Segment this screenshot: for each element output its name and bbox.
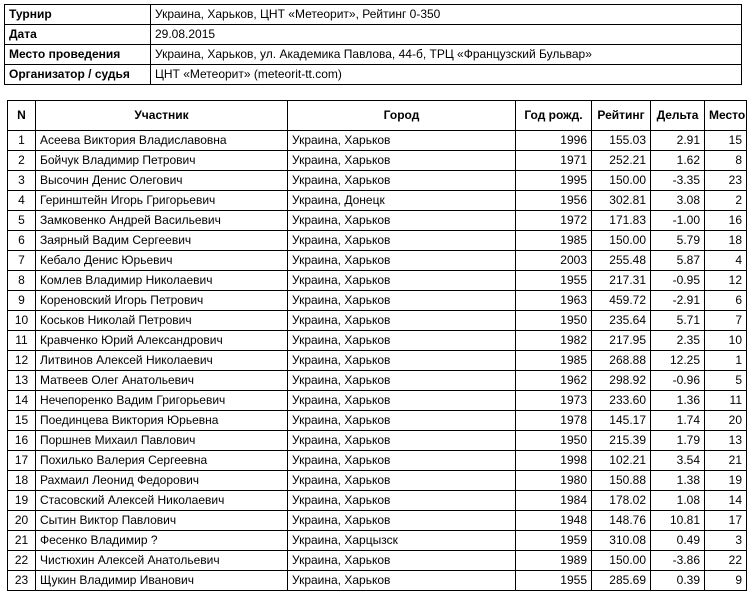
cell-delta: -0.96	[651, 371, 705, 391]
cell-delta: 2.35	[651, 331, 705, 351]
cell-birth-year: 1985	[516, 351, 592, 371]
info-row	[5, 5, 742, 25]
cell-participant: Литвинов Алексей Николаевич	[36, 351, 288, 371]
cell-birth-year: 1955	[516, 271, 592, 291]
cell-n: 6	[8, 231, 36, 251]
cell-participant: Бойчук Владимир Петрович	[36, 151, 288, 171]
cell-n: 17	[8, 451, 36, 471]
cell-participant: Кравченко Юрий Александрович	[36, 331, 288, 351]
cell-birth-year: 1962	[516, 371, 592, 391]
table-row	[8, 511, 747, 531]
info-row	[5, 45, 742, 65]
cell-participant: Асеева Виктория Владиславовна	[36, 131, 288, 151]
cell-n: 16	[8, 431, 36, 451]
cell-participant: Коськов Николай Петрович	[36, 311, 288, 331]
table-row	[8, 471, 747, 491]
table-row	[8, 411, 747, 431]
cell-participant: Фесенко Владимир ?	[36, 531, 288, 551]
cell-city: Украина, Харьков	[288, 551, 516, 571]
info-label: Место проведения	[5, 45, 151, 65]
cell-rating: 150.00	[592, 231, 651, 251]
cell-n: 14	[8, 391, 36, 411]
cell-city: Украина, Донецк	[288, 191, 516, 211]
cell-n: 19	[8, 491, 36, 511]
cell-birth-year: 1950	[516, 311, 592, 331]
cell-rating: 285.69	[592, 571, 651, 591]
cell-place: 7	[705, 311, 747, 331]
table-row	[8, 431, 747, 451]
cell-delta: 1.79	[651, 431, 705, 451]
cell-rating: 102.21	[592, 451, 651, 471]
table-row	[8, 151, 747, 171]
table-row	[8, 571, 747, 591]
cell-city: Украина, Харьков	[288, 311, 516, 331]
cell-city: Украина, Харьков	[288, 131, 516, 151]
cell-place: 1	[705, 351, 747, 371]
column-header-n: N	[8, 101, 36, 131]
cell-city: Украина, Харьков	[288, 211, 516, 231]
cell-birth-year: 1978	[516, 411, 592, 431]
cell-birth-year: 1956	[516, 191, 592, 211]
cell-place: 21	[705, 451, 747, 471]
cell-place: 19	[705, 471, 747, 491]
cell-city: Украина, Харьков	[288, 291, 516, 311]
cell-n: 21	[8, 531, 36, 551]
cell-participant: Поршнев Михаил Павлович	[36, 431, 288, 451]
cell-city: Украина, Харьков	[288, 351, 516, 371]
cell-n: 8	[8, 271, 36, 291]
cell-rating: 459.72	[592, 291, 651, 311]
cell-rating: 310.08	[592, 531, 651, 551]
cell-birth-year: 1972	[516, 211, 592, 231]
cell-participant: Заярный Вадим Сергеевич	[36, 231, 288, 251]
cell-city: Украина, Харьков	[288, 431, 516, 451]
cell-rating: 215.39	[592, 431, 651, 451]
cell-participant: Сытин Виктор Павлович	[36, 511, 288, 531]
cell-participant: Кореновский Игорь Петрович	[36, 291, 288, 311]
cell-delta: 5.87	[651, 251, 705, 271]
table-row	[8, 211, 747, 231]
cell-delta: 5.71	[651, 311, 705, 331]
cell-rating: 150.00	[592, 551, 651, 571]
cell-birth-year: 1963	[516, 291, 592, 311]
cell-place: 14	[705, 491, 747, 511]
cell-delta: 5.79	[651, 231, 705, 251]
cell-rating: 302.81	[592, 191, 651, 211]
column-header-rating: Рейтинг	[592, 101, 651, 131]
cell-n: 12	[8, 351, 36, 371]
cell-place: 3	[705, 531, 747, 551]
cell-participant: Щукин Владимир Иванович	[36, 571, 288, 591]
cell-place: 23	[705, 171, 747, 191]
cell-n: 7	[8, 251, 36, 271]
cell-delta: 1.74	[651, 411, 705, 431]
column-header-year: Год рожд.	[516, 101, 592, 131]
cell-n: 3	[8, 171, 36, 191]
cell-participant: Рахмаил Леонид Федорович	[36, 471, 288, 491]
info-value: ЦНТ «Метеорит» (meteorit-tt.com)	[151, 65, 742, 85]
cell-rating: 145.17	[592, 411, 651, 431]
cell-place: 10	[705, 331, 747, 351]
cell-delta: -2.91	[651, 291, 705, 311]
cell-delta: 1.36	[651, 391, 705, 411]
cell-birth-year: 1998	[516, 451, 592, 471]
cell-delta: -3.35	[651, 171, 705, 191]
cell-n: 10	[8, 311, 36, 331]
cell-place: 4	[705, 251, 747, 271]
cell-rating: 298.92	[592, 371, 651, 391]
cell-place: 5	[705, 371, 747, 391]
cell-delta: -3.86	[651, 551, 705, 571]
cell-place: 15	[705, 131, 747, 151]
results-table	[7, 100, 747, 591]
cell-city: Украина, Харьков	[288, 571, 516, 591]
cell-delta: 0.39	[651, 571, 705, 591]
cell-delta: 3.54	[651, 451, 705, 471]
cell-birth-year: 1948	[516, 511, 592, 531]
cell-delta: -1.00	[651, 211, 705, 231]
cell-participant: Стасовский Алексей Николаевич	[36, 491, 288, 511]
table-row	[8, 291, 747, 311]
cell-birth-year: 1950	[516, 431, 592, 451]
info-row	[5, 65, 742, 85]
cell-place: 11	[705, 391, 747, 411]
cell-birth-year: 1984	[516, 491, 592, 511]
cell-city: Украина, Харьков	[288, 171, 516, 191]
cell-rating: 150.88	[592, 471, 651, 491]
cell-delta: 1.62	[651, 151, 705, 171]
cell-birth-year: 1985	[516, 231, 592, 251]
table-row	[8, 371, 747, 391]
cell-birth-year: 1959	[516, 531, 592, 551]
cell-place: 17	[705, 511, 747, 531]
info-label: Дата	[5, 25, 151, 45]
cell-city: Украина, Харьков	[288, 271, 516, 291]
cell-rating: 252.21	[592, 151, 651, 171]
cell-participant: Поединцева Виктория Юрьевна	[36, 411, 288, 431]
cell-participant: Матвеев Олег Анатольевич	[36, 371, 288, 391]
cell-city: Украина, Харьков	[288, 451, 516, 471]
cell-birth-year: 1955	[516, 571, 592, 591]
cell-participant: Кебало Денис Юрьевич	[36, 251, 288, 271]
table-row	[8, 531, 747, 551]
cell-city: Украина, Харцызск	[288, 531, 516, 551]
cell-delta: 2.91	[651, 131, 705, 151]
cell-participant: Геринштейн Игорь Григорьевич	[36, 191, 288, 211]
results-header-row	[8, 101, 747, 131]
cell-n: 18	[8, 471, 36, 491]
cell-delta: -0.95	[651, 271, 705, 291]
table-row	[8, 491, 747, 511]
cell-n: 15	[8, 411, 36, 431]
cell-place: 9	[705, 571, 747, 591]
cell-participant: Чистюхин Алексей Анатольевич	[36, 551, 288, 571]
cell-birth-year: 2003	[516, 251, 592, 271]
cell-place: 8	[705, 151, 747, 171]
cell-n: 23	[8, 571, 36, 591]
info-label: Организатор / судья	[5, 65, 151, 85]
cell-place: 20	[705, 411, 747, 431]
cell-birth-year: 1989	[516, 551, 592, 571]
cell-delta: 10.81	[651, 511, 705, 531]
table-row	[8, 391, 747, 411]
cell-birth-year: 1971	[516, 151, 592, 171]
cell-rating: 148.76	[592, 511, 651, 531]
cell-city: Украина, Харьков	[288, 511, 516, 531]
cell-place: 6	[705, 291, 747, 311]
cell-rating: 233.60	[592, 391, 651, 411]
table-row	[8, 331, 747, 351]
cell-rating: 150.00	[592, 171, 651, 191]
cell-rating: 235.64	[592, 311, 651, 331]
table-row	[8, 191, 747, 211]
cell-birth-year: 1995	[516, 171, 592, 191]
cell-delta: 1.38	[651, 471, 705, 491]
table-row	[8, 231, 747, 251]
table-row	[8, 311, 747, 331]
cell-n: 13	[8, 371, 36, 391]
cell-rating: 217.31	[592, 271, 651, 291]
table-row	[8, 171, 747, 191]
cell-rating: 171.83	[592, 211, 651, 231]
info-value: Украина, Харьков, ЦНТ «Метеорит», Рейтинг 0-350	[151, 5, 742, 25]
cell-delta: 1.08	[651, 491, 705, 511]
cell-city: Украина, Харьков	[288, 231, 516, 251]
cell-city: Украина, Харьков	[288, 471, 516, 491]
tournament-info-table	[4, 4, 742, 85]
cell-birth-year: 1973	[516, 391, 592, 411]
table-row	[8, 251, 747, 271]
column-header-delta: Дельта	[651, 101, 705, 131]
cell-n: 4	[8, 191, 36, 211]
cell-birth-year: 1996	[516, 131, 592, 151]
cell-delta: 3.08	[651, 191, 705, 211]
cell-participant: Похилько Валерия Сергеевна	[36, 451, 288, 471]
cell-delta: 0.49	[651, 531, 705, 551]
info-value: 29.08.2015	[151, 25, 742, 45]
cell-city: Украина, Харьков	[288, 491, 516, 511]
table-row	[8, 451, 747, 471]
table-row	[8, 131, 747, 151]
cell-birth-year: 1980	[516, 471, 592, 491]
cell-n: 9	[8, 291, 36, 311]
column-header-name: Участник	[36, 101, 288, 131]
cell-participant: Высочин Денис Олегович	[36, 171, 288, 191]
cell-place: 12	[705, 271, 747, 291]
cell-rating: 178.02	[592, 491, 651, 511]
cell-city: Украина, Харьков	[288, 151, 516, 171]
info-row	[5, 25, 742, 45]
cell-place: 2	[705, 191, 747, 211]
cell-rating: 217.95	[592, 331, 651, 351]
cell-n: 22	[8, 551, 36, 571]
cell-city: Украина, Харьков	[288, 411, 516, 431]
cell-participant: Замковенко Андрей Васильевич	[36, 211, 288, 231]
cell-participant: Комлев Владимир Николаевич	[36, 271, 288, 291]
info-label: Турнир	[5, 5, 151, 25]
cell-birth-year: 1982	[516, 331, 592, 351]
cell-place: 16	[705, 211, 747, 231]
cell-n: 11	[8, 331, 36, 351]
column-header-city: Город	[288, 101, 516, 131]
cell-place: 13	[705, 431, 747, 451]
cell-participant: Нечепоренко Вадим Григорьевич	[36, 391, 288, 411]
cell-rating: 255.48	[592, 251, 651, 271]
table-row	[8, 551, 747, 571]
info-value: Украина, Харьков, ул. Академика Павлова, 44-б, ТРЦ «Французский Бульвар»	[151, 45, 742, 65]
table-row	[8, 271, 747, 291]
cell-n: 5	[8, 211, 36, 231]
table-row	[8, 351, 747, 371]
cell-n: 2	[8, 151, 36, 171]
cell-city: Украина, Харьков	[288, 371, 516, 391]
cell-rating: 268.88	[592, 351, 651, 371]
cell-n: 1	[8, 131, 36, 151]
cell-place: 18	[705, 231, 747, 251]
cell-n: 20	[8, 511, 36, 531]
cell-place: 22	[705, 551, 747, 571]
cell-rating: 155.03	[592, 131, 651, 151]
cell-delta: 12.25	[651, 351, 705, 371]
cell-city: Украина, Харьков	[288, 331, 516, 351]
cell-city: Украина, Харьков	[288, 391, 516, 411]
cell-city: Украина, Харьков	[288, 251, 516, 271]
column-header-place: Место	[705, 101, 747, 131]
